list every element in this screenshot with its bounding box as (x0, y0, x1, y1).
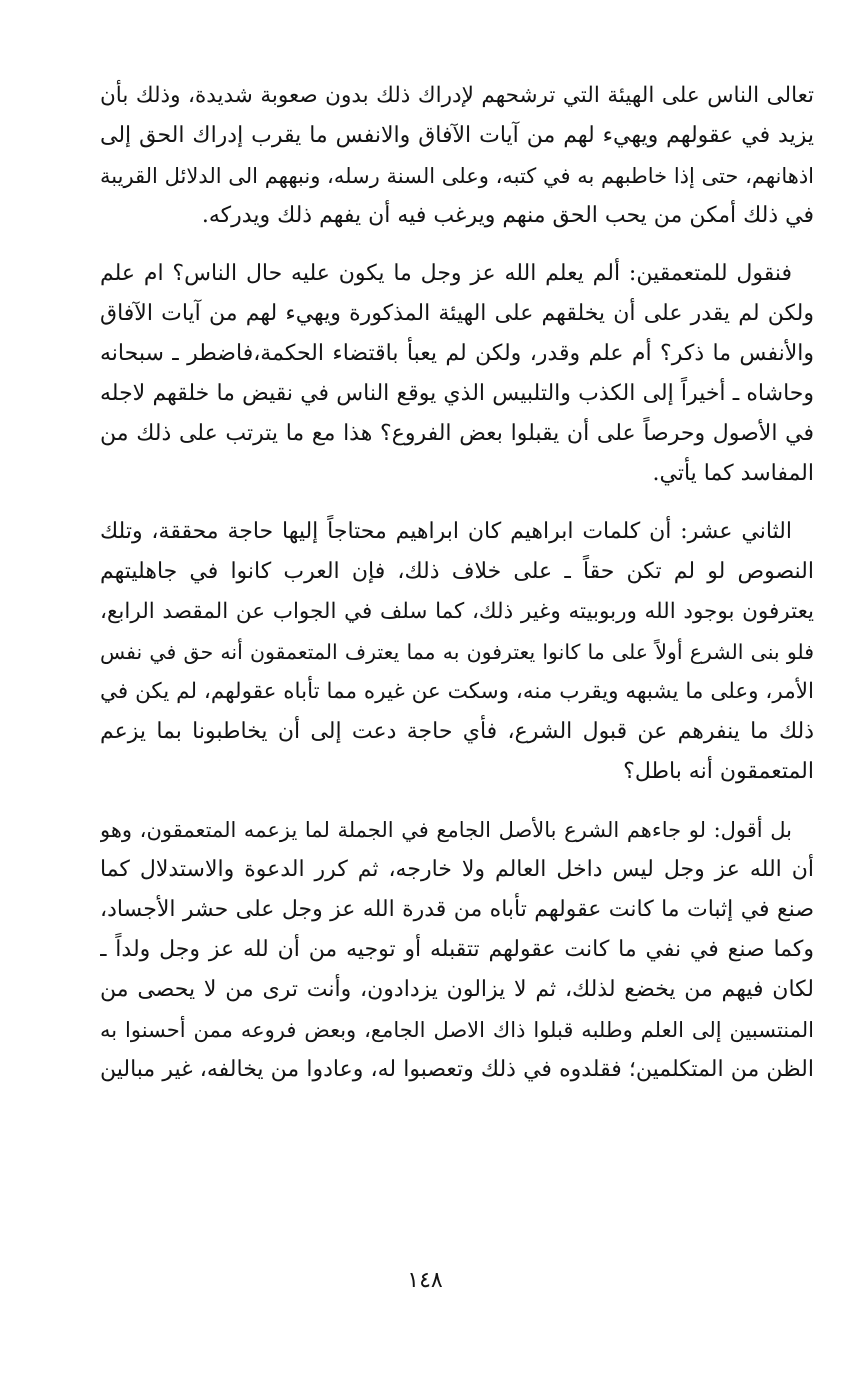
text-line: في ذلك أمكن من يحب الحق منهم ويرغب فيه أن يفهم ذلك ويدركه. (201, 203, 814, 228)
text-line: وكما صنع في نفي ما كانت عقولهم تتقبله أو توجيه من أن لله عز وجل ولداً ـ (100, 937, 814, 962)
text-line: لكان فيهم من يخضع لذلك، ثم لا يزالون يزدادون، وأنت ترى من لا يحصى من (100, 977, 814, 1002)
text-line: صنع في إثبات ما كانت عقولهم تأباه من قدرة الله عز وجل على حشر الأجساد، (100, 897, 814, 922)
paragraph-2 (100, 254, 814, 494)
text-line: الظن من المتكلمين؛ فقلدوه في ذلك وتعصبوا له، وعادوا من يخالفه، غير مبالين (100, 1057, 814, 1082)
text-line: النصوص لو لم تكن حقاً ـ على خلاف ذلك، فإن العرب كانوا في جاهليتهم (100, 559, 814, 584)
text-line: ولكن لم يقدر على أن يخلقهم على الهيئة المذكورة ويهيء لهم من آيات الآفاق (100, 301, 814, 326)
text-line: الأمر، وعلى ما يشبهه ويقرب منه، وسكت عن غيره مما تأباه عقولهم، لم يكن في (100, 679, 814, 704)
paragraph-4 (100, 810, 814, 1090)
text-line: تعالى الناس على الهيئة التي ترشحهم لإدراك ذلك بدون صعوبة شديدة، وذلك بأن (100, 83, 814, 108)
text-line: والأنفس ما ذكر؟ أم علم وقدر، ولكن لم يعبأ باقتضاء الحكمة،فاضطر ـ سبحانه (100, 341, 814, 366)
text-line: بل أقول: لو جاءهم الشرع بالأصل الجامع في الجملة لما يزعمه المتعمقون، وهو (100, 818, 792, 842)
text-line: أن الله عز وجل ليس داخل العالم ولا خارجه، ثم كرر الدعوة والاستدلال كما (100, 857, 814, 882)
text-line: المنتسبين إلى العلم وطلبه قبلوا ذاك الاصل الجامع، وبعض فروعه ممن أحسنوا به (100, 1018, 814, 1042)
page-body (100, 76, 814, 1108)
text-line: يزيد في عقولهم ويهيء لهم من آيات الآفاق والانفس ما يقرب إدراك الحق إلى (100, 123, 814, 148)
paragraph-3 (100, 512, 814, 792)
paragraph-1 (100, 76, 814, 236)
text-line: المفاسد كما يأتي. (652, 461, 814, 486)
text-line: المتعمقون أنه باطل؟ (623, 759, 814, 784)
text-line: ذلك ما ينفرهم عن قبول الشرع، فأي حاجة دعت إلى أن يخاطبونا بما يزعم (100, 719, 814, 744)
text-line: اذهانهم، حتى إذا خاطبهم به في كتبه، وعلى السنة رسله، ونبههم الى الدلائل القريبة (100, 164, 814, 188)
page-number: ١٤٨ (407, 1268, 443, 1293)
text-line: الثاني عشر: أن كلمات ابراهيم كان ابراهيم محتاجاً إليها حاجة محققة، وتلك (100, 519, 792, 544)
text-line: يعترفون بوجود الله وربوبيته وغير ذلك، كما سلف في الجواب عن المقصد الرابع، (100, 599, 814, 624)
text-line: وحاشاه ـ أخيراً إلى الكذب والتلبيس الذي يوقع الناس في نقيض ما خلقهم لاجله (100, 381, 814, 406)
text-line: فلو بنى الشرع أولاً على ما كانوا يعترفون به مما يعترف المتعمقون أنه حق في نفس (100, 640, 814, 664)
text-line: في الأصول وحرصاً على أن يقبلوا بعض الفروع؟ هذا مع ما يترتب على ذلك من (100, 421, 814, 446)
text-line: فنقول للمتعمقين: ألم يعلم الله عز وجل ما يكون عليه حال الناس؟ ام علم (100, 261, 792, 286)
